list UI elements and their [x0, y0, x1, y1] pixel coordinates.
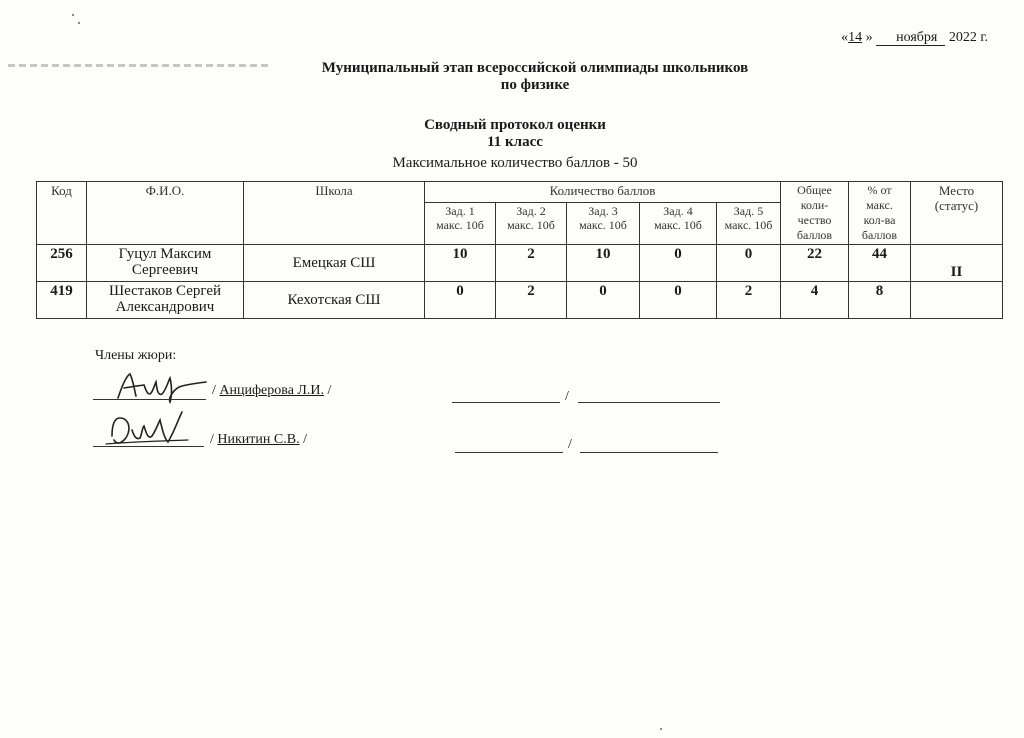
- scan-speck: [660, 728, 662, 730]
- blank-signature-line: [452, 402, 560, 403]
- participant-school: Емецкая СШ: [244, 245, 425, 282]
- olympiad-title-line1: Муниципальный этап всероссийской олимпиады школьников: [321, 60, 749, 76]
- signature-line: [93, 399, 206, 400]
- olympiad-subject: по физике: [500, 77, 570, 93]
- date-day: 14: [848, 30, 863, 45]
- header-task-3: Зад. 3 макс. 10б: [567, 203, 640, 245]
- header-task-4: Зад. 4 макс. 10б: [640, 203, 717, 245]
- place-status: II: [911, 245, 1003, 282]
- task-5-score: 0: [717, 245, 781, 282]
- task-4-score: 0: [640, 245, 717, 282]
- header-task-1: Зад. 1 макс. 10б: [425, 203, 496, 245]
- percent-score: 44: [849, 245, 911, 282]
- blank-separator: /: [565, 389, 569, 404]
- task-2-score: 2: [496, 245, 567, 282]
- participant-school: Кехотская СШ: [244, 282, 425, 319]
- participant-name: Гуцул Максим Сергеевич: [87, 245, 244, 282]
- task-3-score: 10: [567, 245, 640, 282]
- date-open-quote: «: [841, 30, 849, 45]
- scan-speck: [78, 22, 80, 24]
- table-row: [37, 245, 1003, 282]
- participant-name: Шестаков Сергей Александрович: [87, 282, 244, 319]
- results-table: [36, 181, 1003, 319]
- signature-line: [93, 446, 204, 447]
- date-month: ноября: [876, 31, 945, 46]
- olympiad-title: [115, 60, 955, 94]
- header-points: Количество баллов: [425, 182, 781, 203]
- header-place: Место (статус): [911, 182, 1003, 245]
- protocol-title-text: Сводный протокол оценки: [424, 117, 606, 133]
- header-name: Ф.И.О.: [87, 182, 244, 245]
- scan-speck: [72, 14, 74, 16]
- participant-code: 419: [37, 282, 87, 319]
- jury-label: Члены жюри:: [95, 348, 177, 363]
- task-5-score: 2: [717, 282, 781, 319]
- blank-name-line: [580, 452, 718, 453]
- header-total: Общее коли- чество баллов: [781, 182, 849, 245]
- header-percent: % от макс. кол-ва баллов: [849, 182, 911, 245]
- table-row: [37, 282, 1003, 319]
- total-score: 22: [781, 245, 849, 282]
- blank-separator: /: [568, 437, 572, 452]
- jury-member-name: / Никитин С.В. /: [210, 432, 307, 447]
- place-status: [911, 282, 1003, 319]
- header-code: Код: [37, 182, 87, 245]
- task-3-score: 0: [567, 282, 640, 319]
- max-score-label: Максимальное количество баллов - 50: [392, 155, 638, 171]
- document-date: [841, 30, 988, 46]
- blank-name-line: [578, 402, 720, 403]
- task-1-score: 10: [425, 245, 496, 282]
- grade-label: 11 класс: [487, 134, 543, 150]
- date-close-quote: »: [865, 30, 873, 45]
- participant-code: 256: [37, 245, 87, 282]
- header-task-5: Зад. 5 макс. 10б: [717, 203, 781, 245]
- header-school: Школа: [244, 182, 425, 245]
- jury-member-name: / Анциферова Л.И. /: [212, 383, 332, 398]
- task-1-score: 0: [425, 282, 496, 319]
- protocol-title: [95, 117, 935, 151]
- percent-score: 8: [849, 282, 911, 319]
- blank-signature-line: [455, 452, 563, 453]
- task-4-score: 0: [640, 282, 717, 319]
- task-2-score: 2: [496, 282, 567, 319]
- total-score: 4: [781, 282, 849, 319]
- header-task-2: Зад. 2 макс. 10б: [496, 203, 567, 245]
- date-year: 2022 г.: [948, 30, 988, 45]
